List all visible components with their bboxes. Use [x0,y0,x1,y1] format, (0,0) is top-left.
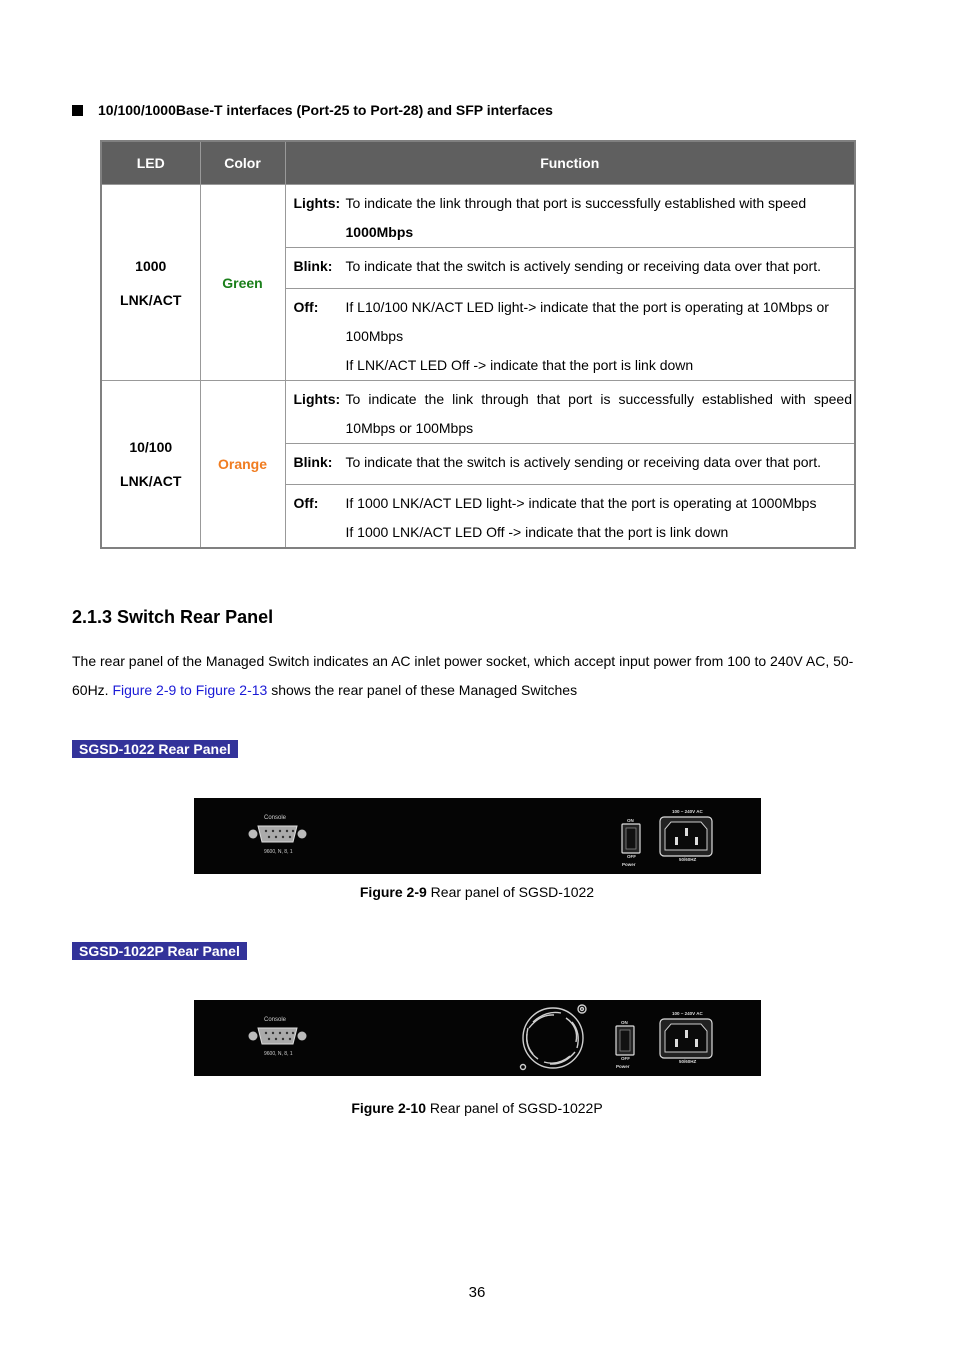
frequency-label: 50/60HZ [679,1059,697,1064]
color-cell: Orange [200,381,285,549]
function-key: Lights: [293,391,341,407]
function-line: 10Mbps or 100Mbps [345,420,474,436]
bullet-heading-text: 10/100/1000Base-T interfaces (Port-25 to Port-28) and SFP interfaces [98,102,553,118]
frequency-label: 50/60HZ [679,857,697,862]
function-cell [285,485,855,549]
table-header-row [101,141,855,185]
switch-off-label: OFF [627,854,636,859]
baud-label: 9600, N, 8, 1 [264,1051,293,1057]
console-label: Console [264,815,287,821]
rear-panel-image-sgsd-1022p [194,1000,761,1076]
ac-inlet-icon [660,1019,712,1058]
caption-figure-number: Figure 2-9 [359,884,427,900]
function-key: Lights: [293,195,341,211]
power-label: Power [622,862,636,867]
switch-on-label: ON [627,818,634,823]
intro-text: shows the rear panel of these Managed Switches [267,682,578,698]
ac-inlet-icon [660,817,712,856]
function-cell [285,289,855,381]
power-label: Power [616,1064,630,1069]
function-key: Off: [293,495,319,511]
panel-tag-sgsd-1022: SGSD-1022 Rear Panel [72,740,238,758]
switch-on-label: ON [621,1020,628,1025]
rear-panel-image-sgsd-1022 [194,798,761,874]
intro-paragraph [72,647,862,705]
panel-tag-sgsd-1022p: SGSD-1022P Rear Panel [72,942,247,960]
function-line: If 1000 LNK/ACT LED Off -> indicate that the port is link down [345,524,729,540]
ac-voltage-label: 100 ~ 240V AC [672,809,703,814]
caption-figure-number: Figure 2-10 [351,1100,427,1116]
led-cell [101,381,200,549]
console-label: Console [264,1017,287,1023]
caption-text: Rear panel of SGSD-1022P [426,1100,603,1116]
function-key: Off: [293,299,319,315]
header-color: Color [200,141,285,185]
table-row [101,381,855,444]
led-type: LNK/ACT [120,291,182,308]
baud-label: 9600, N, 8, 1 [264,849,293,855]
section-title: 2.1.3 Switch Rear Panel [72,607,274,627]
ac-voltage-label: 100 ~ 240V AC [672,1011,703,1016]
function-line: If 1000 LNK/ACT LED light-> indicate that the port is operating at 1000Mbps [345,495,817,511]
function-line: 1000Mbps [345,224,414,240]
header-led: LED [101,141,200,185]
header-function: Function [285,141,855,185]
led-cell [101,185,200,381]
figure-link[interactable]: Figure 2-9 to Figure 2-13 [112,682,268,698]
bullet-heading [72,102,553,118]
figure-caption [0,884,954,900]
function-line: If LNK/ACT LED Off -> indicate that the port is link down [345,357,694,373]
square-bullet-icon [72,105,83,116]
table-row [101,185,855,248]
function-cell: Blink: To indicate that the switch is actively sending or receiving data over that port. [285,248,855,289]
led-name: 1000 [135,257,167,274]
function-line: To indicate the link through that port is successfully established with speed [345,195,807,211]
color-cell: Green [200,185,285,381]
led-type: LNK/ACT [120,473,182,489]
intro-text: The rear panel of the Managed Switch indicates an AC inlet power socket, which accept input power from 100 to 240V AC, 50-60Hz. [72,653,854,698]
function-line: To indicate the link through that port is successfully established with speed [345,391,852,407]
switch-off-label: OFF [621,1056,630,1061]
function-line: To indicate that the switch is actively sending or receiving data over that port. [345,258,821,274]
function-cell [285,185,855,248]
function-key: Blink [293,454,328,470]
figure-caption [0,1100,954,1116]
function-line: If L10/100 NK/ACT LED light-> indicate that the port is operating at 10Mbps or [345,299,829,315]
function-key: Blink [293,258,328,274]
function-cell [285,381,855,444]
function-line: 100Mbps [345,328,404,344]
led-table [100,140,856,549]
page-number: 36 [468,1284,486,1301]
caption-text: Rear panel of SGSD-1022 [426,884,595,900]
function-cell: Blink: To indicate that the switch is actively sending or receiving data over that port. [285,444,855,485]
function-line: To indicate that the switch is actively sending or receiving data over that port. [345,454,821,470]
led-name: 10/100 [129,439,173,455]
